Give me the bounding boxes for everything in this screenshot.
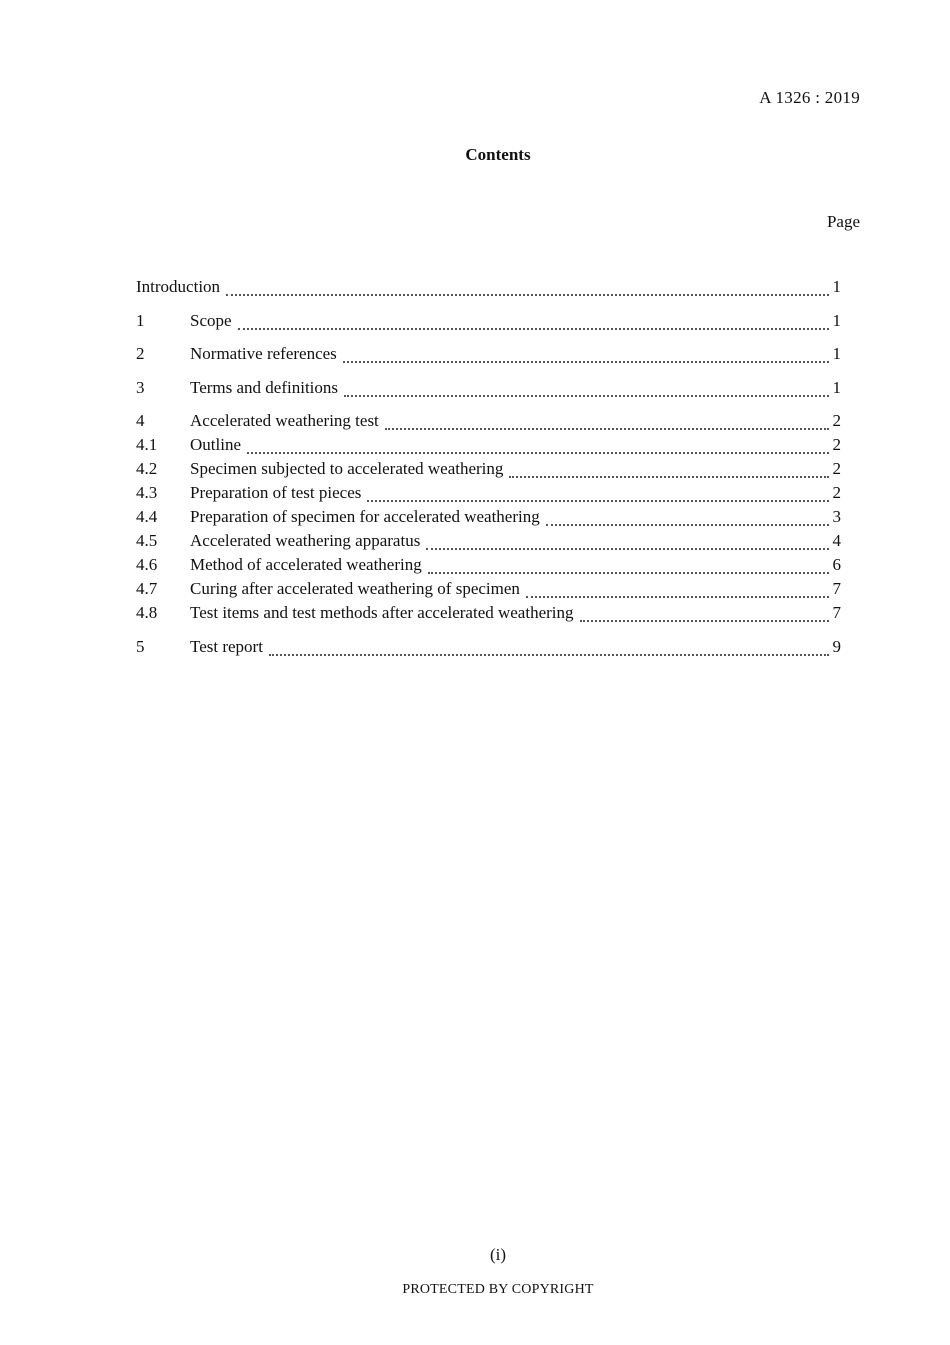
toc-entry-1[interactable] (136, 311, 841, 335)
footer-page-number: (i) (489, 1245, 507, 1264)
toc-entry-number: 4.1 (136, 435, 158, 454)
toc-entry-number: 4.4 (136, 507, 158, 526)
toc-entry-4-6[interactable] (136, 555, 841, 579)
toc-entry-4-4[interactable] (136, 507, 841, 531)
toc-entry-title: Introduction (136, 277, 221, 296)
toc-entry-number: 4.5 (136, 531, 158, 550)
toc-entry-page: 3 (832, 507, 841, 526)
document-number: A 1326 : 2019 (759, 88, 860, 107)
toc-entry-page: 7 (832, 579, 841, 598)
toc-entry-number: 5 (136, 636, 145, 656)
toc-entry-page: 2 (832, 483, 841, 502)
toc-entry-number: 3 (136, 377, 145, 397)
toc-leader-dots (546, 524, 829, 526)
toc-entry-4-1[interactable] (136, 435, 841, 459)
toc-entry-page: 1 (832, 310, 841, 330)
toc-entry-number: 2 (136, 344, 145, 363)
toc-entry-page: 2 (832, 459, 841, 478)
toc-entry-title: Normative references (190, 344, 337, 363)
toc-entry-4[interactable] (136, 411, 841, 435)
toc-entry-number: 4.8 (136, 603, 158, 622)
toc-entry-number: 4.2 (136, 459, 158, 478)
copyright-notice: PROTECTED BY COPYRIGHT (402, 1282, 594, 1297)
toc-entry-introduction[interactable] (136, 277, 841, 301)
toc-entry-page: 7 (832, 603, 841, 622)
toc-leader-dots (385, 428, 829, 430)
toc-entry-4-7[interactable] (136, 579, 841, 603)
toc-entry-4-2[interactable] (136, 459, 841, 483)
toc-entry-page: 2 (832, 435, 841, 454)
toc-entry-number: 4.3 (136, 483, 158, 502)
toc-leader-dots (580, 620, 829, 622)
toc-entry-5[interactable] (136, 637, 841, 661)
toc-entry-title: Test items and test methods after accelerated weathering (190, 603, 574, 622)
toc-leader-dots (428, 572, 829, 574)
toc-entry-number: 4 (136, 411, 145, 430)
toc-leader-dots (226, 294, 829, 296)
toc-entry-page: 4 (832, 531, 841, 550)
toc-leader-dots (509, 476, 829, 478)
toc-entry-number: 1 (136, 310, 145, 330)
toc-entry-title: Curing after accelerated weathering of specimen (190, 579, 520, 598)
page-column-label: Page (826, 212, 860, 231)
toc-entry-4-8[interactable] (136, 603, 841, 627)
toc-entry-title: Outline (190, 435, 241, 454)
toc-leader-dots (526, 596, 829, 598)
toc-entry-page: 6 (832, 555, 841, 574)
toc-entry-title: Terms and definitions (190, 377, 339, 397)
toc-entry-title: Specimen subjected to accelerated weathering (190, 459, 504, 478)
toc-entry-title: Method of accelerated weathering (190, 555, 422, 574)
toc-entry-4-5[interactable] (136, 531, 841, 555)
toc-entry-title: Test report (190, 636, 263, 656)
toc-entry-number: 4.6 (136, 555, 158, 574)
toc-entry-title: Accelerated weathering apparatus (190, 531, 421, 550)
toc-leader-dots (344, 395, 829, 397)
toc-entry-page: 1 (832, 344, 841, 363)
toc-leader-dots (426, 548, 829, 550)
toc-leader-dots (343, 361, 829, 363)
contents-title: Contents (465, 145, 531, 164)
toc-entry-number: 4.7 (136, 579, 158, 598)
toc-entry-title: Preparation of specimen for accelerated weathering (190, 507, 540, 526)
toc-entry-3[interactable] (136, 378, 841, 402)
toc-leader-dots (247, 452, 829, 454)
toc-entry-title: Scope (190, 310, 232, 330)
toc-entry-page: 1 (832, 377, 841, 397)
toc-leader-dots (269, 654, 829, 656)
toc-entry-page: 1 (832, 277, 841, 296)
toc-entry-page: 9 (832, 636, 841, 656)
toc-leader-dots (367, 500, 829, 502)
toc-leader-dots (238, 328, 829, 330)
toc-entry-title: Accelerated weathering test (190, 411, 379, 430)
table-of-contents (136, 277, 841, 661)
toc-entry-title: Preparation of test pieces (190, 483, 362, 502)
toc-entry-4-3[interactable] (136, 483, 841, 507)
toc-entry-page: 2 (832, 411, 841, 430)
toc-entry-2[interactable] (136, 344, 841, 368)
